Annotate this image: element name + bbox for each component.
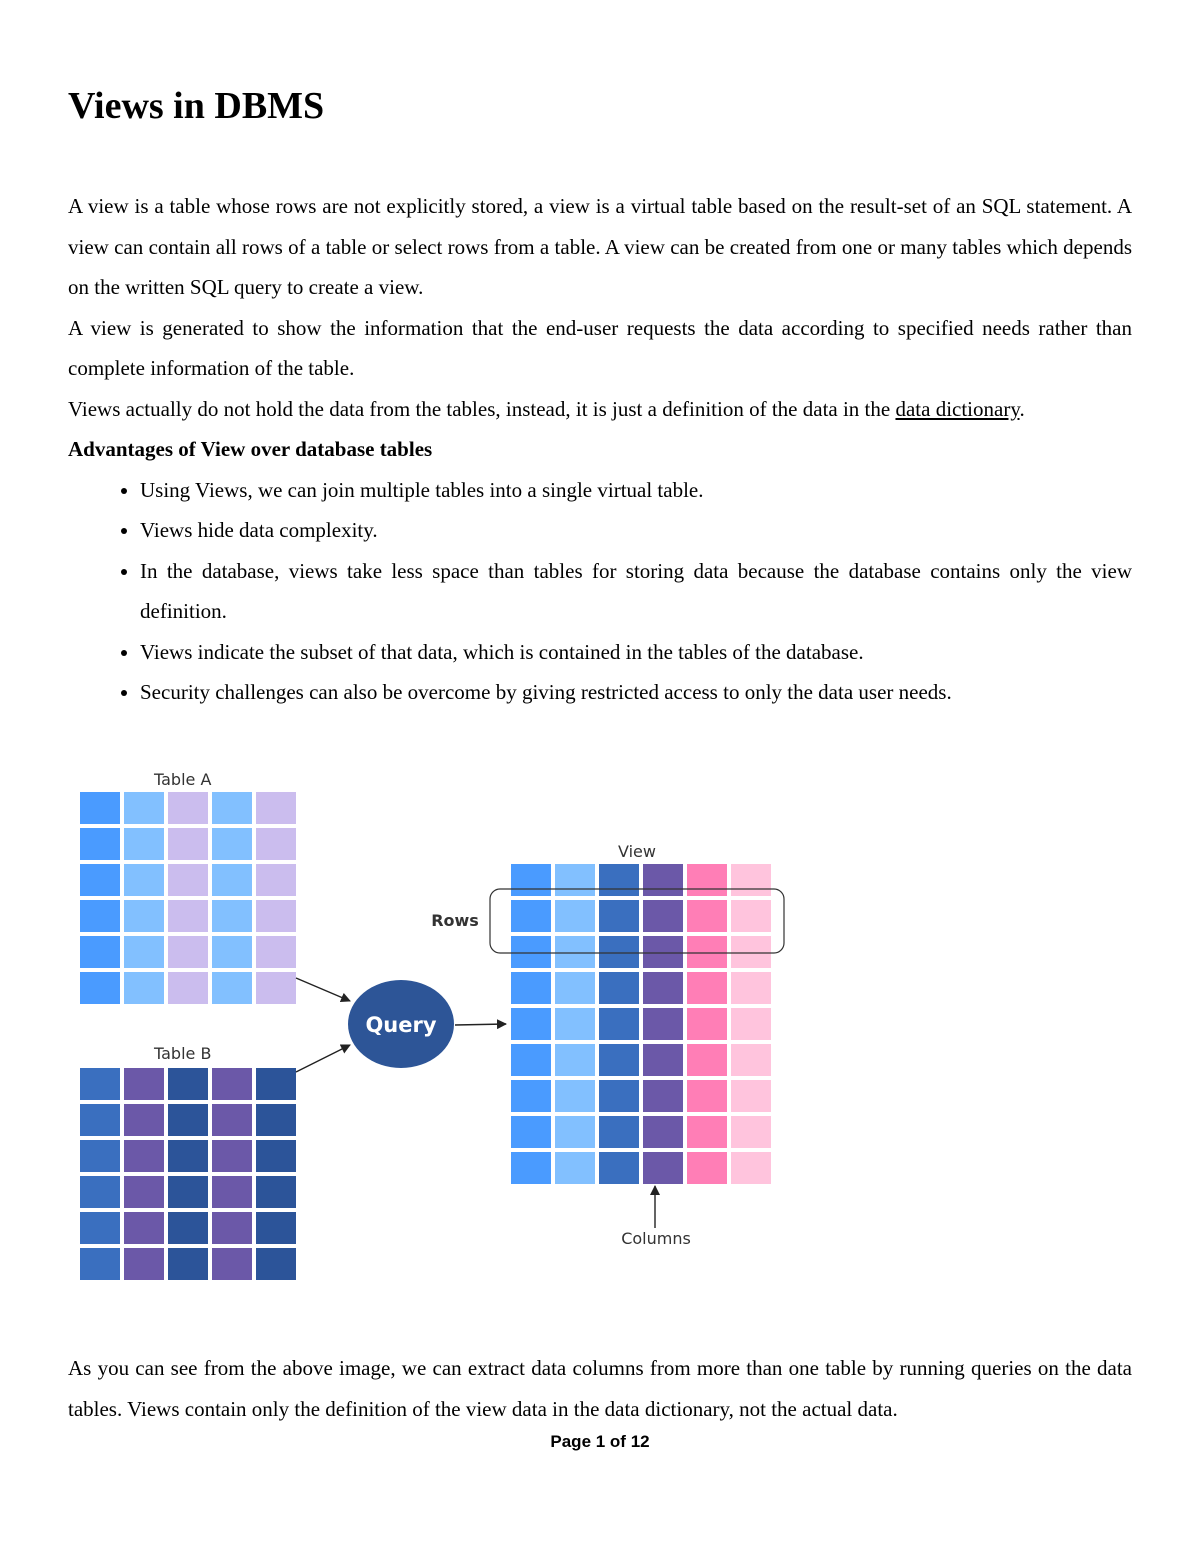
grid-cell [212, 864, 252, 896]
grid-cell [80, 792, 120, 824]
grid-cell [511, 1044, 551, 1076]
grid-cell [643, 936, 683, 968]
arrow-table-b-to-query [296, 1045, 350, 1072]
grid-cell [599, 1152, 639, 1184]
grid-cell [80, 828, 120, 860]
grid-cell [256, 900, 296, 932]
grid-cell [555, 864, 595, 896]
advantages-list [68, 470, 1132, 713]
grid-cell [212, 972, 252, 1004]
views-diagram [0, 750, 1200, 1300]
grid-cell [731, 900, 771, 932]
grid-cell [212, 900, 252, 932]
grid-cell [599, 1008, 639, 1040]
grid-cell [555, 1116, 595, 1148]
arrow-query-to-view [455, 1024, 506, 1025]
grid-cell [124, 1104, 164, 1136]
grid-cell [731, 972, 771, 1004]
grid-cell [687, 1116, 727, 1148]
grid-cell [599, 1116, 639, 1148]
list-item: • Views indicate the subset of that data, which is contained in the tables of the database. [140, 632, 1132, 673]
grid-cell [687, 1044, 727, 1076]
grid-cell [124, 828, 164, 860]
view-label: View [618, 842, 656, 861]
grid-cell [168, 828, 208, 860]
columns-label: Columns [621, 1229, 691, 1248]
grid-cell [212, 1176, 252, 1208]
grid-cell [124, 1176, 164, 1208]
grid-cell [80, 972, 120, 1004]
grid-cell [555, 936, 595, 968]
grid-cell [168, 972, 208, 1004]
grid-cell [124, 900, 164, 932]
grid-cell [168, 936, 208, 968]
grid-cell [687, 1152, 727, 1184]
grid-cell [256, 1140, 296, 1172]
grid-cell [80, 1068, 120, 1100]
grid-cell [643, 864, 683, 896]
grid-cell [643, 1044, 683, 1076]
grid-cell [124, 792, 164, 824]
grid-cell [687, 900, 727, 932]
grid-cell [731, 1080, 771, 1112]
grid-cell [643, 1008, 683, 1040]
grid-cell [212, 792, 252, 824]
grid-cell [168, 1248, 208, 1280]
data-dictionary-link[interactable]: data dictionary [895, 396, 1020, 421]
grid-cell [643, 1152, 683, 1184]
grid-cell [124, 1140, 164, 1172]
grid-cell [256, 972, 296, 1004]
grid-cell [124, 1248, 164, 1280]
grid-cell [256, 1068, 296, 1100]
table-b-label: Table B [154, 1044, 212, 1063]
grid-cell [80, 1176, 120, 1208]
grid-cell [80, 1104, 120, 1136]
grid-cell [256, 936, 296, 968]
grid-cell [256, 1104, 296, 1136]
table-a-label: Table A [154, 770, 212, 789]
grid-cell [731, 1008, 771, 1040]
grid-cell [256, 1248, 296, 1280]
grid-cell [511, 1080, 551, 1112]
grid-cell [643, 1116, 683, 1148]
grid-cell [511, 972, 551, 1004]
grid-cell [599, 1080, 639, 1112]
grid-cell [511, 1008, 551, 1040]
grid-cell [731, 936, 771, 968]
paragraph-period: . [1019, 396, 1025, 421]
page-title: Views in DBMS [68, 85, 325, 127]
intro-section [68, 186, 1132, 713]
grid-cell [168, 1176, 208, 1208]
arrow-table-a-to-query [296, 978, 350, 1001]
grid-cell [168, 1212, 208, 1244]
grid-cell [555, 1008, 595, 1040]
grid-cell [555, 1152, 595, 1184]
grid-cell [731, 1116, 771, 1148]
grid-cell [599, 900, 639, 932]
grid-cell [212, 1068, 252, 1100]
grid-cell [511, 864, 551, 896]
grid-cell [687, 1008, 727, 1040]
table-b [80, 1068, 296, 1280]
grid-cell [168, 864, 208, 896]
paragraph-definition: A view is a table whose rows are not explicitly stored, a view is a virtual table based on the result-set of an SQL statement. A view can contain all rows of a table or select rows from a table. A view can be created from one or many tables which depends on the written SQL query to create a view. [68, 194, 1132, 299]
grid-cell [80, 1212, 120, 1244]
paragraph-purpose: A view is generated to show the information that the end-user requests the data according to specified needs rather than complete information of the table. [68, 315, 1132, 380]
grid-cell [256, 792, 296, 824]
grid-cell [124, 1212, 164, 1244]
grid-cell [256, 1212, 296, 1244]
grid-cell [511, 936, 551, 968]
grid-cell [212, 1212, 252, 1244]
grid-cell [212, 1104, 252, 1136]
grid-cell [511, 900, 551, 932]
advantages-heading: Advantages of View over database tables [68, 437, 433, 461]
list-item: • Security challenges can also be overcome by giving restricted access to only the data user needs. [140, 672, 1132, 713]
paragraph-text: Views actually do not hold the data from the tables, instead, it is just a definition of the data in the [68, 396, 896, 421]
grid-cell [256, 828, 296, 860]
grid-cell [212, 936, 252, 968]
grid-cell [124, 1068, 164, 1100]
grid-cell [731, 864, 771, 896]
grid-cell [168, 792, 208, 824]
grid-cell [212, 1248, 252, 1280]
grid-cell [124, 972, 164, 1004]
grid-cell [555, 972, 595, 1004]
grid-cell [212, 1140, 252, 1172]
grid-cell [599, 972, 639, 1004]
table-a [80, 792, 296, 1004]
grid-cell [256, 864, 296, 896]
grid-cell [168, 1068, 208, 1100]
rows-label: Rows [431, 911, 479, 930]
grid-cell [168, 1104, 208, 1136]
grid-cell [731, 1044, 771, 1076]
grid-cell [168, 1140, 208, 1172]
query-label: Query [365, 1013, 437, 1037]
grid-cell [80, 864, 120, 896]
grid-cell [555, 900, 595, 932]
page-number: Page 1 of 12 [550, 1432, 650, 1451]
list-item: • Using Views, we can join multiple tables into a single virtual table. [140, 470, 1132, 511]
grid-cell [212, 828, 252, 860]
grid-cell [555, 1044, 595, 1076]
paragraph-explanation: As you can see from the above image, we can extract data columns from more than one table by running queries on the data tables. Views contain only the definition of the view data in the data dictionary, not the actual data. [68, 1356, 1132, 1421]
grid-cell [643, 900, 683, 932]
list-item: • In the database, views take less space than tables for storing data because the database contains only the view definition. [140, 551, 1132, 632]
grid-cell [124, 936, 164, 968]
grid-cell [80, 1140, 120, 1172]
view-table [511, 864, 771, 1184]
grid-cell [687, 864, 727, 896]
grid-cell [511, 1152, 551, 1184]
grid-cell [599, 1044, 639, 1076]
grid-cell [599, 936, 639, 968]
grid-cell [124, 864, 164, 896]
grid-cell [687, 936, 727, 968]
grid-cell [687, 972, 727, 1004]
grid-cell [643, 972, 683, 1004]
grid-cell [256, 1176, 296, 1208]
grid-cell [599, 864, 639, 896]
grid-cell [168, 900, 208, 932]
grid-cell [555, 1080, 595, 1112]
grid-cell [511, 1116, 551, 1148]
grid-cell [643, 1080, 683, 1112]
grid-cell [80, 936, 120, 968]
grid-cell [80, 1248, 120, 1280]
grid-cell [80, 900, 120, 932]
list-item: • Views hide data complexity. [140, 510, 1132, 551]
grid-cell [731, 1152, 771, 1184]
paragraph-data-dictionary [68, 389, 1132, 430]
grid-cell [687, 1080, 727, 1112]
